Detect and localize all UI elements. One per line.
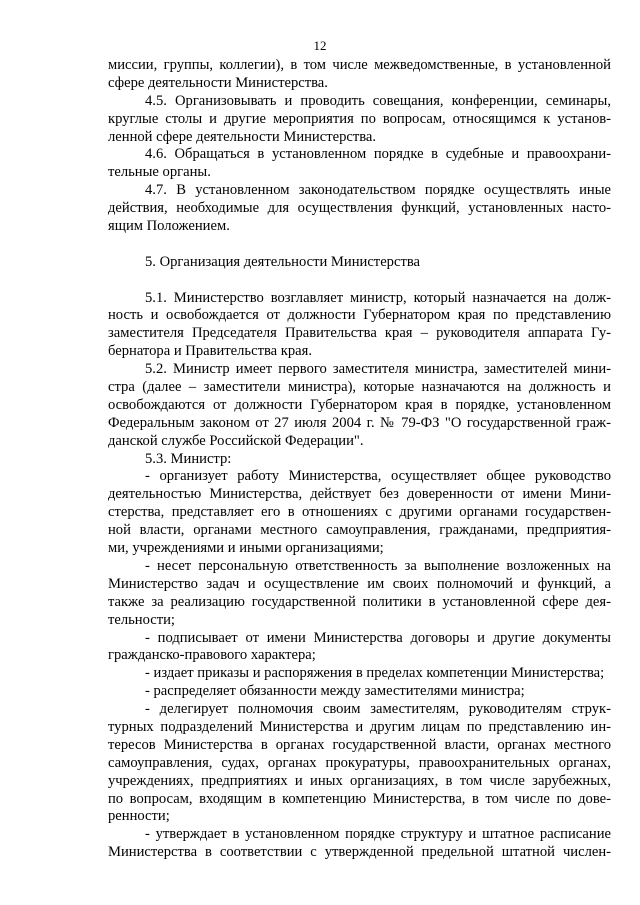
page-number: 12 (313, 38, 327, 53)
list-item: - делегирует полномочия своим заместителям, руководителям струк- (145, 701, 611, 718)
text-line: Министерства в соответствии с утвержденной предельной штатной числен- (108, 844, 611, 861)
text-line: стерства, представляет его в отношениях с другими органами государствен- (108, 504, 611, 521)
text-line: данской службе Российской Федерации". (108, 432, 364, 449)
text-line: тельности; (108, 611, 175, 628)
text-line: 5.3. Министр: (145, 450, 232, 467)
text-line: деятельностью Министерства, действует без доверенности от имени Мини- (108, 486, 611, 503)
text-line: 4.6. Обращаться в установленном порядке в судебные и правоохрани- (145, 146, 611, 163)
text-line: ленной сфере деятельности Министерства. (108, 128, 377, 145)
text-line: ми, учреждениями и иными организациями; (108, 540, 384, 557)
text-line: 4.5. Организовывать и проводить совещания, конференции, семинары, (145, 92, 611, 109)
text-line: по вопросам, входящим в компетенцию Министерства, в том числе по дове- (108, 790, 611, 807)
text-line: заместителя Председателя Правительства края – руководителя аппарата Гу- (108, 325, 611, 342)
text-line: ренности; (108, 808, 170, 825)
text-line: стра (далее – заместители министра), которые назначаются на должность и (108, 379, 611, 396)
text-line: гражданско-правового характера; (108, 647, 316, 664)
text-line: ной власти, органами местного самоуправления, гражданами, предприятия- (108, 522, 611, 539)
text-line: учреждениях, предприятиях и иных организациях, в том числе зарубежных, (108, 772, 611, 789)
text-line: Министерство задач и осуществление им своих полномочий и функций, а (108, 575, 611, 592)
text-line: также за реализацию государственной политики в установленной сфере дея- (108, 593, 611, 610)
text-line: турных подразделений Министерства и другим лицам по представлению ин- (108, 718, 611, 735)
text-line: 5.1. Министерство возглавляет министр, который назначается на долж- (145, 289, 611, 306)
text-line: миссии, группы, коллегии), в том числе межведомственные, в установленной (108, 57, 611, 73)
text-line: бернатора и Правительства края. (108, 343, 312, 360)
list-item: - несет персональную ответственность за выполнение возложенных на (145, 557, 611, 574)
list-item: - подписывает от имени Министерства договоры и другие документы (145, 629, 611, 646)
text-line: Федеральным законом от 27 июля 2004 г. № 79-ФЗ "О государственной граж- (108, 414, 611, 431)
text-line: освобождаются от должности Губернатором края в порядке, установленном (108, 396, 611, 413)
text-line: 4.7. В установленном законодательством порядке осуществлять иные (145, 182, 611, 199)
text-line: тельные органы. (108, 164, 211, 181)
blank-line (108, 272, 611, 290)
text-line: круглые столы и другие мероприятия по вопросам, относящимся к установ- (108, 110, 611, 127)
list-item: - утверждает в установленном порядке структуру и штатное расписание (145, 826, 611, 843)
list-item: - распределяет обязанности между заместителями министра; (145, 683, 525, 700)
text-line: ящим Положением. (108, 218, 230, 235)
text-line: самоуправления, судах, органах прокуратуры, правоохранительных органах, (108, 754, 611, 771)
text-line: действия, необходимые для осуществления функций, установленных насто- (108, 200, 611, 217)
blank-line (108, 236, 611, 254)
list-item: - издает приказы и распоряжения в пределах компетенции Министерства; (145, 665, 605, 682)
text-line: тересов Министерства в органах государственной власти, органах местного (108, 736, 611, 753)
text-line: ность и освобождается от должности Губернатором края по представлению (108, 307, 611, 324)
section-heading: 5. Организация деятельности Министерства (145, 253, 420, 270)
list-item: - организует работу Министерства, осуществляет общее руководство (145, 468, 611, 485)
text-line: 5.2. Министр имеет первого заместителя министра, заместителей мини- (145, 361, 611, 378)
text-line: сфере деятельности Министерства. (108, 74, 328, 91)
page-body (108, 57, 611, 862)
